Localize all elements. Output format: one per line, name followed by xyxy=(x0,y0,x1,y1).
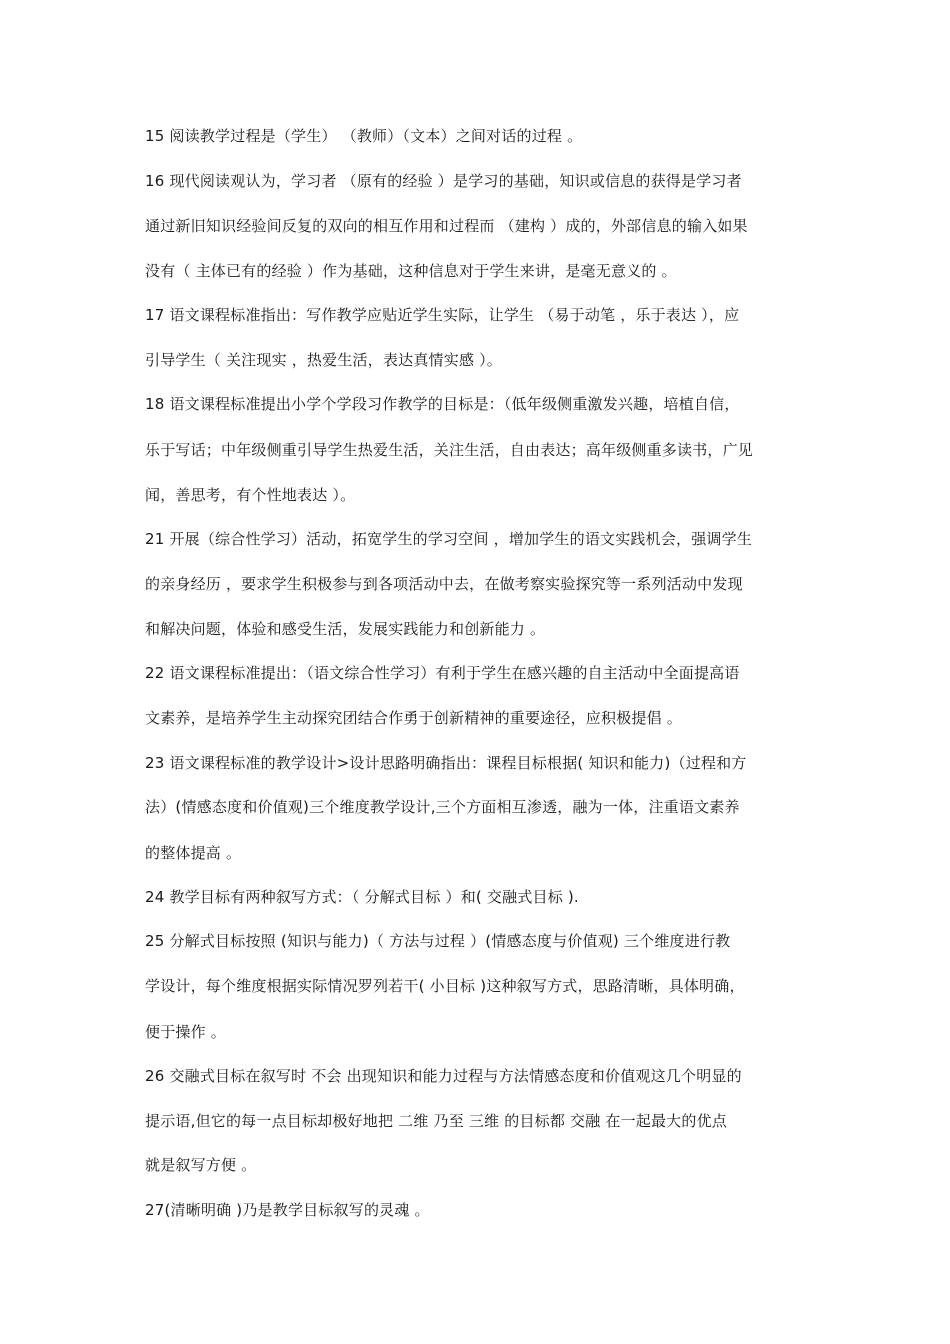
text-line-26c: 就是叙写方便 。 xyxy=(145,1156,257,1174)
text-line-25c: 便于操作 。 xyxy=(145,1023,226,1041)
text-line-27: 27(清晰明确 )乃是教学目标叙写的灵魂 。 xyxy=(145,1201,430,1219)
text-line-16a: 16 现代阅读观认为，学习者 （原有的经验 ）是学习的基础，知识或信息的获得是学习者 xyxy=(145,172,742,190)
text-line-26b: 提示语,但它的每一点目标却极好地把 二维 乃至 三维 的目标都 交融 在一起最大的优点 xyxy=(145,1112,727,1130)
text-line-25a: 25 分解式目标按照 (知识与能力)（ 方法与过程 ）(情感态度与价值观) 三个维度进行教 xyxy=(145,932,731,950)
text-line-23a: 23 语文课程标准的教学设计>设计思路明确指出：课程目标根据( 知识和能力)（过程和方 xyxy=(145,754,747,772)
text-line-23b: 法）(情感态度和价值观)三个维度教学设计,三个方面相互渗透，融为一体，注重语文素养 xyxy=(145,798,740,816)
text-line-22a: 22 语文课程标准提出：（语文综合性学习）有利于学生在感兴趣的自主活动中全面提高语 xyxy=(145,664,740,682)
text-line-24: 24 教学目标有两种叙写方式：（ 分解式目标 ）和( 交融式目标 ). xyxy=(145,888,579,906)
text-line-18c: 闻，善思考，有个性地表达 ）。 xyxy=(145,486,356,504)
text-line-17b: 引导学生（ 关注现实 ，热爱生活，表达真情实感 ）。 xyxy=(145,351,503,369)
text-line-17a: 17 语文课程标准指出：写作教学应贴近学生实际，让学生 （易于动笔 ，乐于表达 ），应 xyxy=(145,306,740,324)
text-line-15: 15 阅读教学过程是（学生） （教师）（文本）之间对话的过程 。 xyxy=(145,127,583,145)
text-line-22b: 文素养，是培养学生主动探究团结合作勇于创新精神的重要途径，应积极提倡 。 xyxy=(145,709,682,727)
text-line-18b: 乐于写话；中年级侧重引导学生热爱生活，关注生活，自由表达；高年级侧重多读书，广见 xyxy=(145,441,754,459)
text-line-18a: 18 语文课程标准提出小学个学段习作教学的目标是：（低年级侧重激发兴趣，培植自信， xyxy=(145,395,740,413)
text-line-25b: 学设计，每个维度根据实际情况罗列若干( 小目标 )这种叙写方式，思路清晰，具体明确， xyxy=(145,977,745,995)
text-line-23c: 的整体提高 。 xyxy=(145,844,242,862)
text-line-16b: 通过新旧知识经验间反复的双向的相互作用和过程而 （建构 ）成的，外部信息的输入如果 xyxy=(145,217,748,235)
text-line-16c: 没有（ 主体已有的经验 ）作为基础，这种信息对于学生来讲，是毫无意义的 。 xyxy=(145,262,677,280)
text-line-21a: 21 开展（综合性学习）活动，拓宽学生的学习空间 ，增加学生的语文实践机会，强调学生 xyxy=(145,530,753,548)
text-line-21c: 和解决问题，体验和感受生活，发展实践能力和创新能力 。 xyxy=(145,620,546,638)
text-line-21b: 的亲身经历 ，要求学生积极参与到各项活动中去，在做考察实验探究等一系列活动中发现 xyxy=(145,575,743,593)
text-line-26a: 26 交融式目标在叙写时 不会 出现知识和能力过程与方法情感态度和价值观这几个明显的 xyxy=(145,1067,742,1085)
